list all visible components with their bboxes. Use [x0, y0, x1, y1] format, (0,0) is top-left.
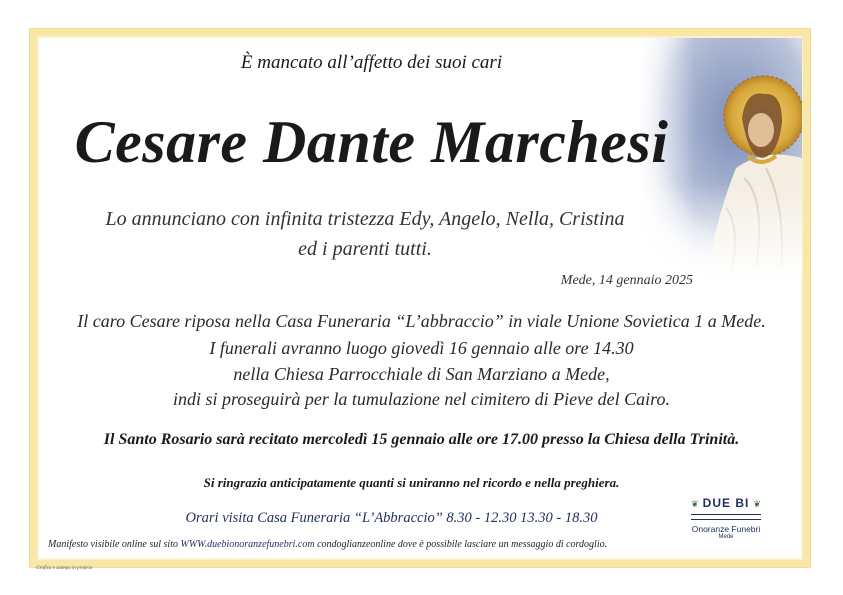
announcement-line-1: Lo annunciano con infinita tristezza Edy, Angelo, Nella, Cristina — [105, 208, 625, 230]
announcement-line-2: ed i parenti tutti. — [298, 238, 432, 260]
footer-note — [48, 539, 607, 550]
print-credit: Grafica e stampa in proprio — [36, 566, 93, 571]
intro-line: È mancato all’affetto dei suoi cari — [240, 52, 503, 73]
deceased-name: Cesare Dante Marchesi — [74, 109, 669, 175]
leaf-icon: ❦ — [753, 499, 761, 509]
logo-line-2: Mede — [718, 534, 734, 540]
rosary-notice: Il Santo Rosario sarà recitato mercoledì 15 gennaio alle ore 17.00 presso la Chiesa della Trinità. — [103, 431, 740, 448]
logo-divider — [691, 514, 761, 520]
logo-brand: DUE BI — [702, 496, 750, 510]
thanks-line: Si ringrazia anticipatamente quanti si uniranno nel ricordo e nella preghiera. — [203, 475, 620, 490]
body-line-3: nella Chiesa Parrocchiale di San Marziano a Mede, — [233, 364, 610, 384]
place-date: Mede, 14 gennaio 2025 — [560, 273, 693, 288]
logo-line-1: Onoranze Funebri — [691, 524, 761, 534]
footer-suffix: condoglianzeonline dove è possibile lasciare un messaggio di cordoglio. — [317, 539, 608, 550]
website-link[interactable]: WWW.duebionoranzefunebri.com — [180, 539, 315, 550]
body-line-4: indi si proseguirà per la tumulazione nel cimitero di Pieve del Cairo. — [173, 389, 670, 409]
body-line-1: Il caro Cesare riposa nella Casa Funeraria “L’abbraccio” in viale Unione Sovietica 1 a Mede. — [77, 311, 766, 331]
visiting-hours: Orari visita Casa Funeraria “L’Abbraccio” 8.30 - 12.30 13.30 - 18.30 — [185, 510, 598, 526]
leaf-icon: ❦ — [691, 499, 699, 509]
footer-prefix: Manifesto visibile online sul sito — [48, 539, 178, 550]
body-line-2: I funerali avranno luogo giovedì 16 gennaio alle ore 14.30 — [209, 338, 634, 358]
funeral-home-logo — [680, 494, 772, 540]
